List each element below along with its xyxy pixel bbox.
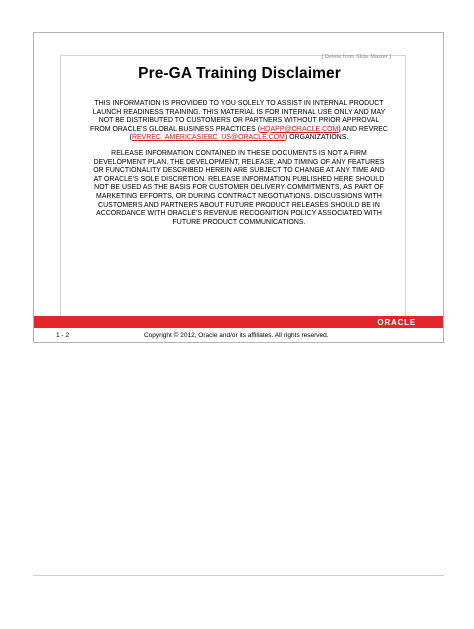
slide-title: Pre-GA Training Disclaimer: [138, 65, 341, 82]
para2-line: ACCORDANCE WITH ORACLE'S REVENUE RECOGNITION POLICY ASSOCIATED WITH: [96, 210, 382, 218]
para1-line: THIS INFORMATION IS PROVIDED TO YOU SOLELY TO ASSIST IN INTERNAL PRODUCT: [94, 100, 384, 107]
para2-line: FUTURE PRODUCT COMMUNICATIONS.: [172, 218, 306, 226]
para2-line: RELEASE INFORMATION CONTAINED IN THESE DOCUMENTS IS NOT A FIRM: [111, 149, 367, 157]
para1-line: ) ORGANIZATIONS.: [284, 134, 349, 142]
page-number: 1 - 2: [56, 332, 70, 339]
para1-line: LAUNCH READINESS TRAINING. THIS MATERIAL IS FOR INTERNAL USE ONLY AND MAY: [92, 108, 386, 116]
copyright-notice: Copyright © 2012, Oracle and/or its affiliates. All rights reserved.: [144, 332, 329, 339]
para2-line: DEVELOPMENT PLAN. THE DEVELOPMENT, RELEASE, AND TIMING OF ANY FEATURES: [93, 158, 385, 166]
para1-line: FROM ORACLE'S GLOBAL BUSINESS PRACTICES (: [90, 125, 261, 133]
para2-line: MARKETING EFFORTS, OR DURING CONTRACT NEGOTIATIONS. DISCUSSIONS WITH: [96, 192, 382, 200]
para1-line: ) AND REVREC: [338, 125, 388, 133]
slide: [33, 32, 444, 343]
hqapp-email-link[interactable]: HQAPP@ORACLE.COM: [260, 125, 339, 133]
para2-line: NOT BE USED AS THE BASIS FOR CUSTOMER DELIVERY COMMITMENTS, AS PART OF: [94, 184, 384, 192]
revrec-email-link[interactable]: REVREC_AMERICASIEBC_US@ORACLE.COM: [131, 134, 285, 142]
disclaimer-body: [78, 100, 400, 234]
disclaimer-paragraph-2: [78, 150, 400, 227]
master-note: [ Delete from Slide Master ]: [321, 54, 391, 60]
oracle-logo: ORACLE: [377, 318, 416, 327]
para2-line: AT ORACLE'S SOLE DISCRETION. RELEASE INFORMATION PUBLISHED HERE SHOULD: [93, 175, 385, 183]
para2-line: OR FUNCTIONALITY DESCRIBED HEREIN ARE SUBJECT TO CHANGE AT ANY TIME AND: [93, 167, 385, 175]
para1-line: NOT BE DISTRIBUTED TO CUSTOMERS OR PARTNERS WITHOUT PRIOR APPROVAL: [98, 117, 380, 125]
para1-line: (: [129, 134, 132, 142]
page-bottom-divider: [33, 575, 444, 576]
para2-line: CUSTOMERS AND PARTNERS ABOUT FUTURE PRODUCT RELEASES SHOULD BE IN: [98, 201, 380, 209]
disclaimer-paragraph-1: [78, 100, 400, 143]
